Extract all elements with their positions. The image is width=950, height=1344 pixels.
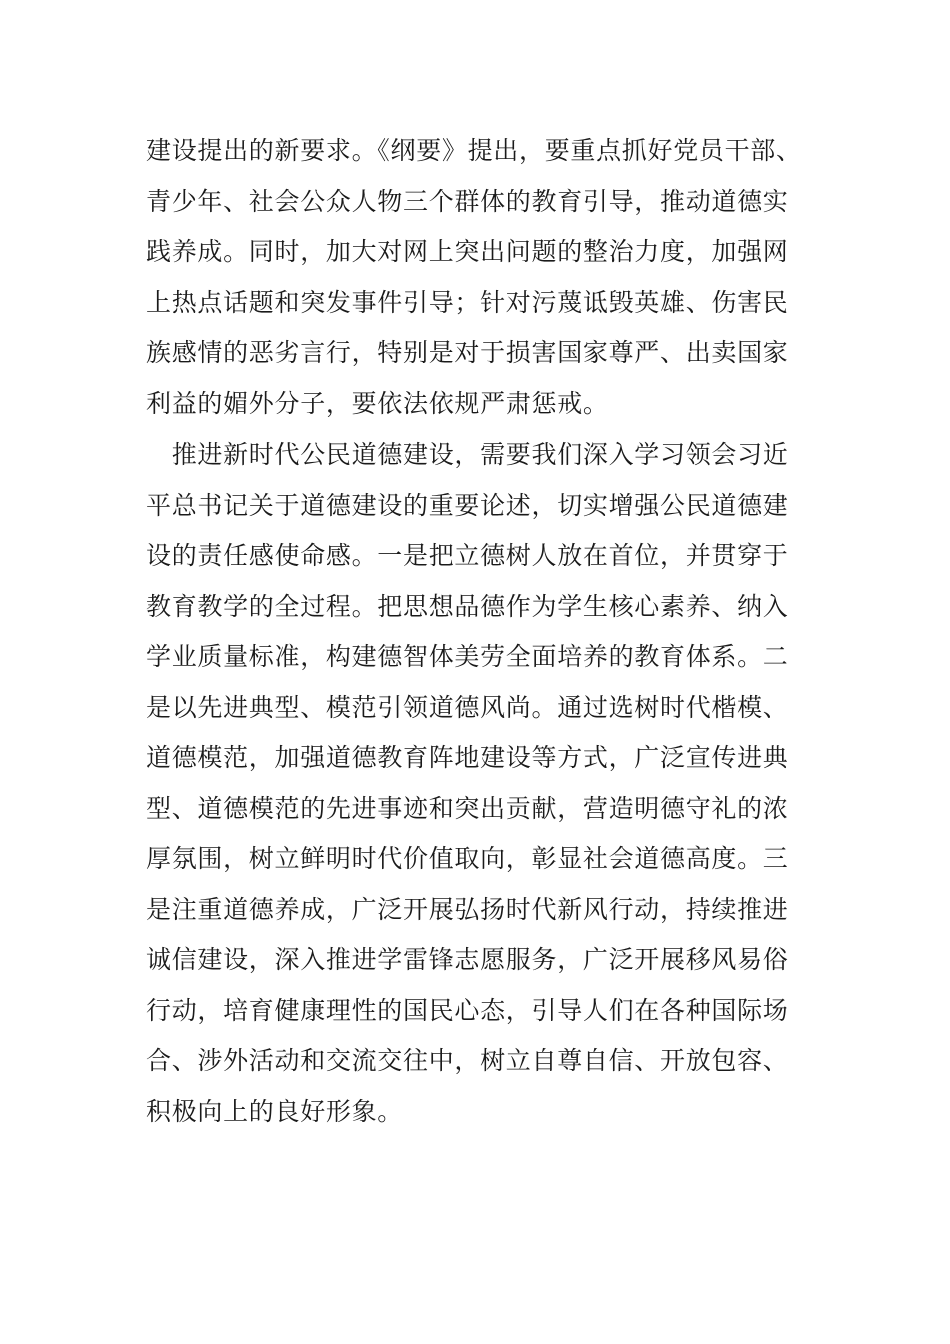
text-line: 族感情的恶劣言行，特别是对于损害国家尊严、出卖国家 (146, 338, 789, 367)
text-line: 建设提出的新要求。《纲要》提出，要重点抓好党员干部、 (146, 136, 802, 165)
text-line: 践养成。同时，加大对网上突出问题的整治力度，加强网 (146, 237, 789, 266)
text-line: 诚信建设，深入推进学雷锋志愿服务，广泛开展移风易俗 (146, 945, 789, 974)
text-line: 型、道德模范的先进事迹和突出贡献，营造明德守礼的浓 (146, 793, 789, 823)
text-line: 是注重道德养成，广泛开展弘扬时代新风行动，持续推进 (146, 894, 789, 924)
text-line: 平总书记关于道德建设的重要论述，切实增强公民道德建 (146, 490, 789, 520)
text-line: 积极向上的良好形象。 (146, 1096, 404, 1126)
text-line: 厚氛围，树立鲜明时代价值取向，彰显社会道德高度。三 (146, 844, 789, 873)
text-line: 上热点话题和突发事件引导；针对污蔑诋毁英雄、伤害民 (146, 287, 789, 317)
text-line: 合、涉外活动和交流交往中，树立自尊自信、开放包容、 (146, 1046, 789, 1075)
text-line: 设的责任感使命感。一是把立德树人放在首位，并贯穿于 (146, 541, 789, 570)
text-line: 青少年、社会公众人物三个群体的教育引导，推动道德实 (146, 186, 789, 216)
text-line: 道德模范，加强道德教育阵地建设等方式，广泛宣传进典 (146, 743, 789, 772)
paragraph-1 (146, 126, 806, 429)
paragraph-2 (146, 430, 806, 1137)
text-line: 利益的媚外分子，要依法依规严肃惩戒。 (146, 388, 609, 418)
text-line: 行动，培育健康理性的国民心态，引导人们在各种国际场 (146, 995, 789, 1025)
body-text (146, 126, 806, 1137)
text-line: 学业质量标准，构建德智体美劳全面培养的教育体系。二 (146, 642, 789, 671)
text-line: 是以先进典型、模范引领道德风尚。通过选树时代楷模、 (146, 692, 789, 722)
text-line: 教育教学的全过程。把思想品德作为学生核心素养、纳入 (146, 591, 789, 621)
text-line: 推进新时代公民道德建设，需要我们深入学习领会习近 (146, 440, 789, 469)
